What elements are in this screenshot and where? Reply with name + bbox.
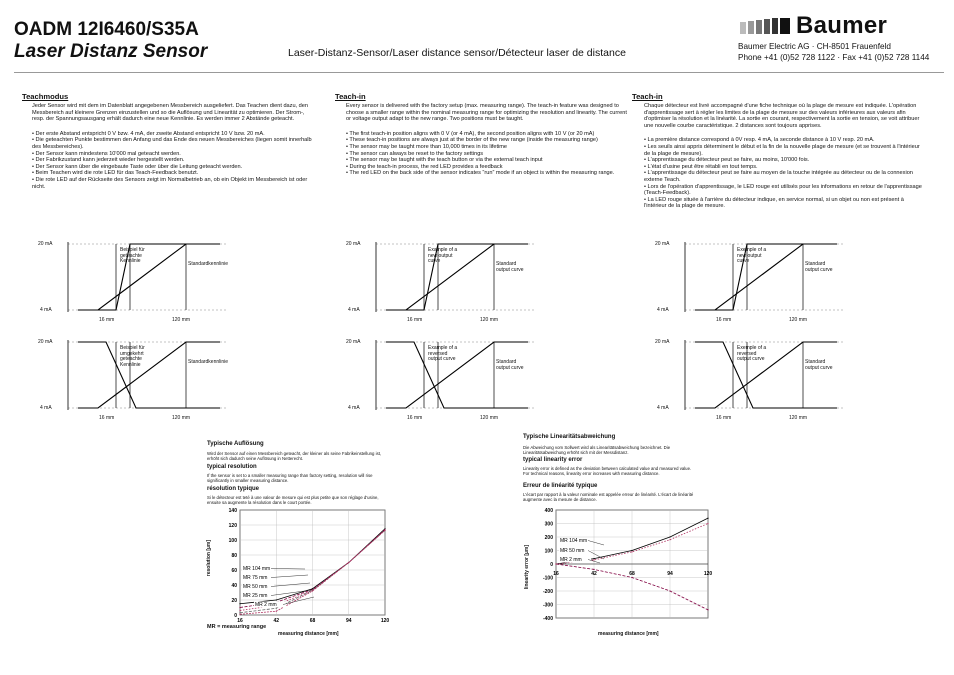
de-bullet: • Der Sensor kann über die eingebaute Taste oder über die Leitung geteacht werden. [32, 163, 243, 170]
y-tick-label: -100 [542, 575, 553, 582]
y-tick-label: 40 [231, 582, 237, 589]
y-tick-label: 140 [228, 507, 237, 514]
legend-label: MR 2 mm [560, 557, 582, 563]
standard-curve-label: Standardkennlinie [188, 261, 229, 267]
data-point [239, 612, 240, 613]
y-bottom-label: 4 mA [348, 405, 360, 411]
data-point [239, 607, 240, 608]
data-point [239, 614, 240, 615]
y-top-label: 20 mA [38, 241, 53, 247]
de-heading: Teachmodus [22, 92, 69, 101]
y-tick-label: -200 [542, 588, 553, 595]
y-tick-label: -300 [542, 602, 553, 609]
data-point [631, 551, 632, 552]
legend-label: MR 50 mm [560, 548, 585, 554]
y-tick-label: 200 [544, 534, 553, 541]
curve-example-label: Example of a new output curve [428, 247, 458, 265]
y-tick-label: 300 [544, 521, 553, 528]
legend-label: MR 104 mm [243, 566, 271, 572]
x-tick-label: 94 [667, 571, 673, 577]
company-address: Baumer Electric AG · CH-8501 Frauenfeld [738, 42, 891, 51]
data-point [707, 523, 708, 524]
en-bullet: • The sensor may be taught more than 10,000 times in its lifetime [346, 143, 508, 150]
de-bullet: • Der Fabrikzustand kann jederzeit wieder hergestellt werden. [32, 157, 185, 164]
x-tick-label: 16 [553, 571, 559, 577]
linearity-text-de: Die Abweichung vom Sollwert wird als Linearitätsabweichung bezeichnet. Die Linearitätsabweichung erhöht sich mit der Messdistanz. [523, 445, 671, 456]
resolution-heading-en: typical resolution [207, 464, 257, 470]
data-point [312, 590, 313, 591]
resolution-heading-de: Typische Auflösung [207, 441, 264, 447]
x-tick-label: 42 [273, 618, 280, 624]
linearity-heading-en: typical linearity error [523, 457, 583, 463]
data-point [669, 536, 670, 537]
linearity-text-fr: L'écart par rapport à la valeur nominale est appelée erreur de linéarité. L'écart de linéarité augmente avec la mesure de distance. [523, 492, 694, 503]
data-point [555, 563, 556, 564]
y-tick-label: 100 [228, 537, 237, 544]
linearity-text-en: Linearity error is defined as the deviation between calculated value and measured value. For technical reasons, linearity error increases with measuring distance. [523, 466, 692, 477]
data-point [276, 599, 277, 600]
y-bottom-label: 4 mA [657, 405, 669, 411]
fr-bullet: • La première distance correspond à 0V resp. 4 mA, la seconde distance à 10 V resp. 20 mA. [644, 137, 875, 144]
x-tick-label: 68 [309, 618, 316, 624]
data-point [631, 550, 632, 551]
linearity-heading-fr: Erreur de linéarité typique [523, 483, 598, 489]
de-bullet: • Die rote LED auf der Rückseite des Sensors zeigt im Normalbetrieb an, ob ein Objekt im Messbereich ist oder nicht. [32, 176, 308, 190]
y-top-label: 20 mA [38, 339, 53, 345]
resolution-note: MR = measuring range [207, 624, 267, 630]
fr-bullet: • L'apprentissage du détecteur peut se faire, au moins, 10'000 fois. [644, 157, 810, 164]
y-tick-label: -400 [542, 615, 553, 622]
product-code: OADM 12I6460/S35A [14, 19, 199, 40]
curve-example-label: Exemple of a new output curve [737, 247, 767, 265]
fr-intro: Chaque détecteur est livré accompagné d'une fiche technique où la plage de mesure est indiquée. L'opération d'apprentissage sert à régler les limites de la plage de mesure sur des valeurs inférieures aux valeurs afin d'optimiser la résolution et la linéarité. La sortie en courant, respectivement la sortie en tension, se voit attribuer une nouvelle courbe caractéristique. 2 distances sont toujours apprises. [644, 103, 920, 129]
resolution-chart [200, 505, 400, 640]
standard-curve-label: Standard output curve [805, 261, 833, 273]
data-point [707, 518, 708, 519]
x-standard-label: 120 mm [789, 317, 808, 323]
y-tick-label: 100 [544, 548, 553, 555]
resolution-ylabel: resolution [µm] [206, 540, 212, 577]
x-standard-label: 120 mm [789, 415, 808, 421]
linearity-heading-de: Typische Linearitätsabweichung [523, 434, 616, 440]
legend-label: MR 104 mm [560, 538, 588, 544]
y-top-label: 20 mA [346, 241, 361, 247]
en-bullet: • The first teach-in position aligns with 0 V (or 4 mA), the second position aligns with 10 V (or 20 mA) [346, 130, 595, 137]
resolution-heading-fr: résolution typique [207, 486, 260, 492]
legend-label: MR 50 mm [243, 584, 268, 590]
product-subtitle: Laser-Distanz-Sensor/Laser distance sensor/Détecteur laser de distance [288, 47, 626, 59]
x-tick-label: 42 [591, 571, 597, 577]
x-teach-label: 16 mm [407, 415, 423, 421]
standard-curve-label: Standard output curve [496, 261, 524, 273]
y-bottom-label: 4 mA [657, 307, 669, 313]
x-teach-label: 16 mm [407, 317, 423, 323]
data-point [593, 559, 594, 560]
curve-example-label: Exemple of a reversed output curve [737, 345, 767, 363]
header-divider [14, 72, 944, 73]
fr-bullet: • La LED rouge située à l'arrière du détecteur indique, en service normal, si un objet ou non est présent à l'intérieur de la plage de mesure. [644, 196, 904, 210]
data-point [384, 530, 385, 531]
y-top-label: 20 mA [346, 339, 361, 345]
y-tick-label: 20 [231, 597, 237, 604]
standard-curve-label: Standard output curve [496, 359, 524, 371]
fr-text [644, 103, 926, 210]
x-tick-label: 16 [237, 618, 243, 624]
curve-example-label: Example of a reversed output curve [428, 345, 458, 363]
curve-example-label: Beispiel für geteachte Kennlinie [120, 247, 145, 265]
y-top-label: 20 mA [655, 339, 670, 345]
product-title: Laser Distanz Sensor [14, 41, 208, 62]
y-tick-label: 400 [544, 507, 553, 514]
x-tick-label: 120 [380, 618, 390, 624]
data-point [669, 539, 670, 540]
fr-bullet: • Lors de l'opération d'apprentissage, le LED rouge est utilisés pour les informations en retour de l'apprentissage (Teach-Feedback). [644, 183, 922, 197]
fr-bullet: • L'apprentissage du détecteur peut se faire au moyen de la touche intégrée au détecteur ou de la connexion externe Teach. [644, 170, 913, 183]
data-point [707, 609, 708, 610]
y-tick-label: 0 [234, 612, 237, 619]
x-teach-label: 16 mm [99, 415, 115, 421]
linearity-xlabel: measuring distance [mm] [598, 631, 659, 637]
en-bullet: • The sensor may be taught with the teach button or via the external teach input [346, 157, 543, 164]
en-bullet: • During the teach-in process, the red LED provides a feedback [346, 163, 503, 170]
data-point [593, 558, 594, 559]
resolution-text-fr: Si le détecteur est teté à une valeur de mesure qui est plus petite que son réglage d'usine, ensuite sa augmente la résolution dans le court portée. [207, 495, 379, 506]
resolution-xlabel: measuring distance [mm] [278, 631, 339, 637]
standard-curve-label: Standardkennlinie [188, 359, 229, 365]
legend-label: MR 25 mm [243, 593, 268, 599]
brand-name: Baumer [796, 12, 888, 39]
y-tick-label: 80 [231, 552, 237, 559]
de-text [32, 103, 314, 190]
en-intro: Every sensor is delivered with the factory setup (max. measuring range). The teach-in feature was designed to choose a smaller range within the nominal measuring range for optimizing the resolution and linearity. The current or voltage output adapt to the new range. Two positions must be taught. [346, 103, 627, 123]
x-teach-label: 16 mm [99, 317, 115, 323]
legend-label: MR 75 mm [243, 575, 268, 581]
legend-leader [271, 575, 308, 578]
x-teach-label: 16 mm [716, 415, 732, 421]
linearity-ylabel: linearity error [µm] [524, 545, 530, 590]
de-bullet: • Der Sensor kann mindestens 10'000 mal geteacht werden. [32, 150, 181, 157]
standard-curve-label: Standard output curve [805, 359, 833, 371]
x-tick-label: 68 [629, 571, 635, 577]
de-bullet: • Beim Teachen wird die rote LED für das Teach-Feedback benutzt. [32, 170, 199, 177]
y-tick-label: 120 [228, 522, 237, 529]
en-heading: Teach-in [335, 92, 366, 101]
company-phone: Phone +41 (0)52 728 1122 · Fax +41 (0)52 728 1144 [738, 53, 930, 62]
data-point [239, 610, 240, 611]
x-standard-label: 120 mm [172, 415, 191, 421]
resolution-text-de: Wird der Sensor auf einen Messbereich geteacht, der kleiner als seine Fabrikeinstellung ist, erhöht sich dadurch seine Auflösung in Netterecht. [207, 451, 382, 462]
x-standard-label: 120 mm [480, 317, 499, 323]
y-bottom-label: 4 mA [40, 307, 52, 313]
linearity-chart [518, 505, 718, 630]
baumer-logo-icon [740, 18, 792, 34]
y-tick-label: 60 [231, 567, 237, 574]
data-point [276, 611, 277, 612]
y-tick-label: 0 [550, 561, 553, 568]
data-point [631, 577, 632, 578]
data-point [593, 569, 594, 570]
de-intro: Jeder Sensor wird mit dem im Datenblatt angegebenen Messbereich ausgeliefert. Das Teachen dient dazu, den Messbereich auf kleinere Grenzen einzustellen und so die Auflösung und Linearität zu optimieren. Der Strom-, resp. der Spannungsausgang erhält dadurch eine neue Kennlinie. Es werden immer 2 Abstände geteacht. [32, 103, 309, 123]
curve-example-label: Beispiel für umgekehrt geteachte Kennlinie [120, 345, 145, 368]
data-point [669, 590, 670, 591]
resolution-text-en: If the sensor is set to a smaller measuring range than factory setting, resolution will rise significantly in smaller measuring distance. [207, 473, 373, 484]
de-bullet: • Der erste Abstand entspricht 0 V bzw. 4 mA, der zweite Abstand entspricht 10 V bzw. 20 mA. [32, 130, 265, 137]
x-tick-label: 120 [703, 571, 713, 577]
x-standard-label: 120 mm [480, 415, 499, 421]
fr-bullet: • Les seuils ainsi appris déterminent le début et la fin de la nouvelle plage de mesure (et se trouvent à l'intérieur de la plage de mesure). [644, 143, 920, 157]
en-bullet: • The red LED on the back side of the sensor indicates “run” mode if an object is within the measuring range. [346, 170, 615, 177]
y-bottom-label: 4 mA [348, 307, 360, 313]
fr-bullet: • L'état d'usine peut être rétabli en tout temps. [644, 163, 758, 170]
data-point [348, 562, 349, 563]
fr-heading: Teach-in [632, 92, 663, 101]
legend-leader [271, 583, 310, 587]
en-text [346, 103, 628, 177]
x-teach-label: 16 mm [716, 317, 732, 323]
y-bottom-label: 4 mA [40, 405, 52, 411]
en-bullet: • The sensor can always be reset to the factory settings [346, 150, 484, 157]
x-tick-label: 94 [345, 618, 352, 624]
en-bullet: • These teach-in positions are always just at the border of the new range (inside the measuring range) [346, 137, 598, 144]
x-standard-label: 120 mm [172, 317, 191, 323]
de-bullet: • Die geteachten Punkte bestimmen den Anfang und das Ende des neuen Messbereiches (liegen somit innerhalb des Messbereiches). [32, 137, 312, 150]
data-point [239, 603, 240, 604]
legend-label: MR 2 mm [255, 602, 277, 608]
y-top-label: 20 mA [655, 241, 670, 247]
